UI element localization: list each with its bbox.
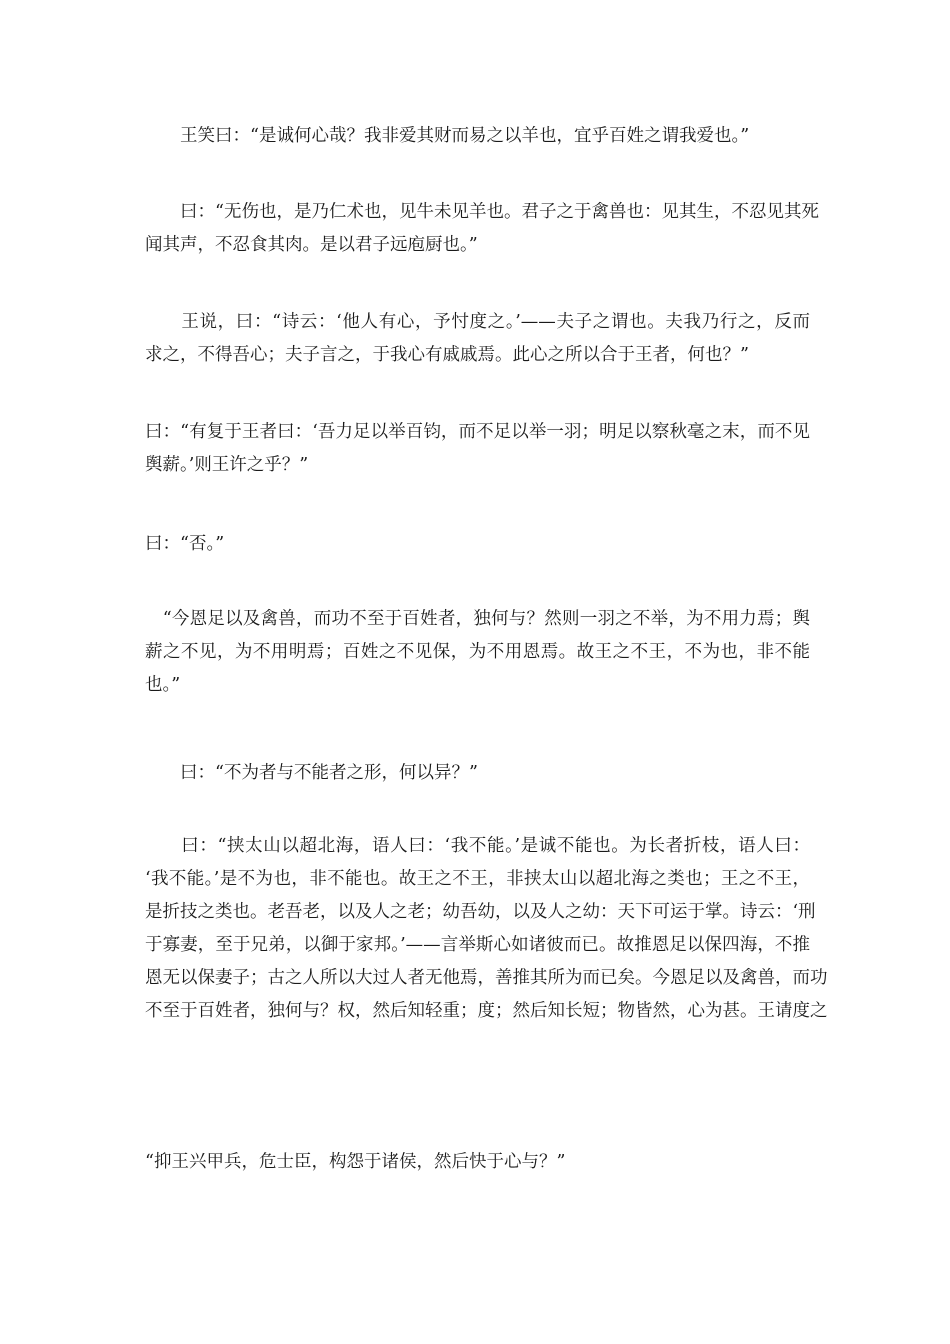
paragraph <box>145 120 810 153</box>
text-line: “今恩足以及禽兽，而功不至于百姓者，独何与？然则一羽之不举，为不用力焉；舆 <box>145 609 810 629</box>
text-line: 曰：“挟太山以超北海，语人曰：‘我不能。’是诚不能也。为长者折枝，语人曰： <box>145 836 810 856</box>
text-line: 不至于百姓者，独何与？权，然后知轻重；度；然后知长短；物皆然，心为甚。王请度之 <box>145 1001 828 1021</box>
text-line: 舆薪。’则王许之乎？” <box>145 455 309 475</box>
text-line: 曰：“有复于王者曰：‘吾力足以举百钧，而不足以举一羽；明足以察秋毫之末，而不见 <box>145 422 810 442</box>
text-line: “抑王兴甲兵，危士臣，构怨于诸侯，然后快于心与？” <box>145 1152 566 1172</box>
paragraph <box>145 1146 810 1179</box>
text-line: 也。” <box>145 675 181 695</box>
paragraph <box>145 416 810 482</box>
paragraph <box>145 306 810 372</box>
text-line: 求之，不得吾心；夫子言之，于我心有戚戚焉。此心之所以合于王者，何也？” <box>145 345 749 365</box>
text-line: 薪之不见，为不用明焉；百姓之不见保，为不用恩焉。故王之不王，不为也，非不能 <box>145 642 810 662</box>
text-line: 恩无以保妻子；古之人所以大过人者无他焉，善推其所为而已矣。今恩足以及禽兽，而功 <box>145 968 828 988</box>
text-line: 王说，曰：“诗云：‘他人有心，予忖度之。’——夫子之谓也。夫我乃行之，反而 <box>145 312 810 332</box>
text-line: 曰：“不为者与不能者之形，何以异？” <box>145 763 478 783</box>
text-line: 王笑曰：“是诚何心哉？我非爱其财而易之以羊也，宜乎百姓之谓我爱也。” <box>145 126 750 146</box>
text-line: 曰：“无伤也，是乃仁术也，见牛未见羊也。君子之于禽兽也：见其生，不忍见其死 <box>145 202 819 222</box>
text-line: 曰：“否。” <box>145 534 225 554</box>
text-line: 闻其声，不忍食其肉。是以君子远庖厨也。” <box>145 235 478 255</box>
paragraph <box>145 603 810 702</box>
paragraph <box>145 528 810 561</box>
paragraph <box>145 757 810 790</box>
text-line: 是折技之类也。老吾老，以及人之老；幼吾幼，以及人之幼：天下可运于掌。诗云：‘刑 <box>145 902 816 922</box>
paragraph <box>145 196 819 262</box>
text-line: ‘我不能。’是不为也，非不能也。故王之不王，非挟太山以超北海之类也；王之不王， <box>145 869 810 889</box>
paragraph <box>145 830 828 1028</box>
text-line: 于寡妻，至于兄弟，以御于家邦。’——言举斯心如诸彼而已。故推恩足以保四海，不推 <box>145 935 810 955</box>
